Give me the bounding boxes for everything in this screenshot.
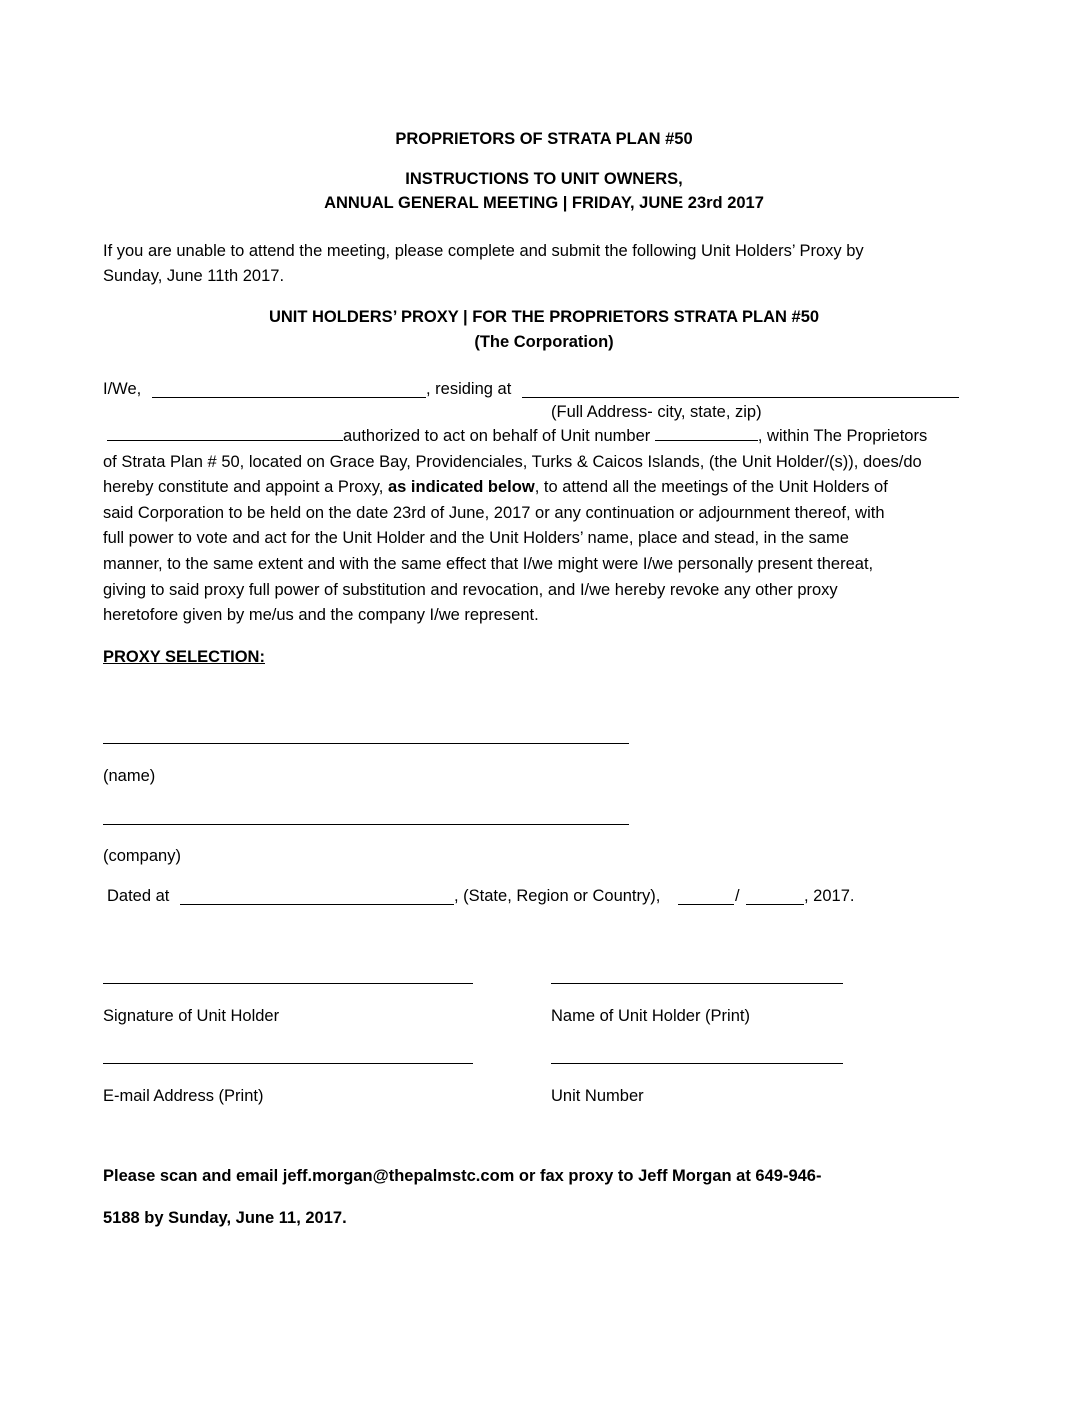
iwe-label: I/We,	[103, 380, 142, 398]
residing-label: , residing at	[426, 380, 512, 398]
proxy-name-label: (name)	[103, 767, 156, 785]
authorized-person-blank[interactable]	[107, 425, 343, 441]
proxy-heading: UNIT HOLDERS’ PROXY | FOR THE PROPRIETORS STRATA PLAN #50	[268, 308, 820, 326]
authorization-line-7: giving to said proxy full power of substitution and revocation, and I/we hereby revoke any other proxy	[103, 580, 838, 599]
signature-label: Signature of Unit Holder	[103, 1007, 280, 1025]
region-label: , (State, Region or Country),	[454, 887, 661, 905]
proxy-company-blank[interactable]	[103, 824, 629, 825]
unit-holder-name-blank[interactable]	[152, 397, 426, 398]
dated-at-label: Dated at	[107, 887, 170, 905]
submission-instructions-line-2: 5188 by Sunday, June 11, 2017.	[103, 1209, 347, 1227]
unit-number-label: Unit Number	[551, 1087, 644, 1105]
email-blank[interactable]	[103, 1063, 473, 1064]
instructions-heading: INSTRUCTIONS TO UNIT OWNERS,	[405, 170, 683, 188]
date-day-blank[interactable]	[746, 904, 804, 905]
address-blank[interactable]	[522, 397, 959, 398]
signature-blank[interactable]	[103, 983, 473, 984]
unit-number-signature-blank[interactable]	[551, 1063, 843, 1064]
authorization-line-6: manner, to the same extent and with the same effect that I/we might were I/we personally present thereat,	[103, 554, 874, 573]
date-month-blank[interactable]	[678, 904, 734, 905]
authorization-line-2: of Strata Plan # 50, located on Grace Bay, Providenciales, Turks & Caicos Islands, (the Unit Holder/(s)), does/do	[103, 452, 922, 471]
printed-name-label: Name of Unit Holder (Print)	[551, 1007, 750, 1025]
authorization-line-8: heretofore given by me/us and the company I/we represent.	[103, 606, 539, 625]
unit-number-blank[interactable]	[655, 425, 758, 441]
corporation-subheading: (The Corporation)	[474, 333, 614, 351]
date-slash: /	[735, 887, 740, 905]
intro-line-1: If you are unable to attend the meeting, please complete and submit the following Unit Holders’ Proxy by	[103, 242, 864, 260]
intro-line-2: Sunday, June 11th 2017.	[103, 267, 285, 285]
authorization-line-3: hereby constitute and appoint a Proxy, as indicated below, to attend all the meetings of the Unit Holders of	[103, 478, 888, 497]
as-indicated-below: as indicated below	[387, 478, 535, 497]
document-title: PROPRIETORS OF STRATA PLAN #50	[395, 130, 693, 148]
email-label: E-mail Address (Print)	[103, 1087, 264, 1105]
authorized-text: authorized to act on behalf of Unit number	[343, 427, 651, 445]
dated-location-blank[interactable]	[180, 904, 454, 905]
authorization-paragraph	[103, 424, 983, 629]
authorization-line-5: full power to vote and act for the Unit Holder and the Unit Holders’ name, place and stead, in the same	[103, 529, 849, 548]
proxy-name-blank[interactable]	[103, 743, 629, 744]
within-text: , within The Proprietors	[757, 427, 928, 445]
address-hint: (Full Address- city, state, zip)	[551, 403, 762, 421]
submission-instructions-line-1: Please scan and email jeff.morgan@thepalmstc.com or fax proxy to Jeff Morgan at 649-946-	[103, 1167, 822, 1185]
authorization-line-1	[103, 424, 983, 450]
proxy-company-label: (company)	[103, 847, 181, 865]
printed-name-blank[interactable]	[551, 983, 843, 984]
meeting-heading: ANNUAL GENERAL MEETING | FRIDAY, JUNE 23rd 2017	[324, 194, 764, 212]
proxy-selection-heading: PROXY SELECTION:	[103, 648, 265, 666]
date-year: , 2017.	[804, 887, 855, 905]
authorization-line-4: said Corporation to be held on the date 23rd of June, 2017 or any continuation or adjournment thereof, with	[103, 503, 885, 522]
